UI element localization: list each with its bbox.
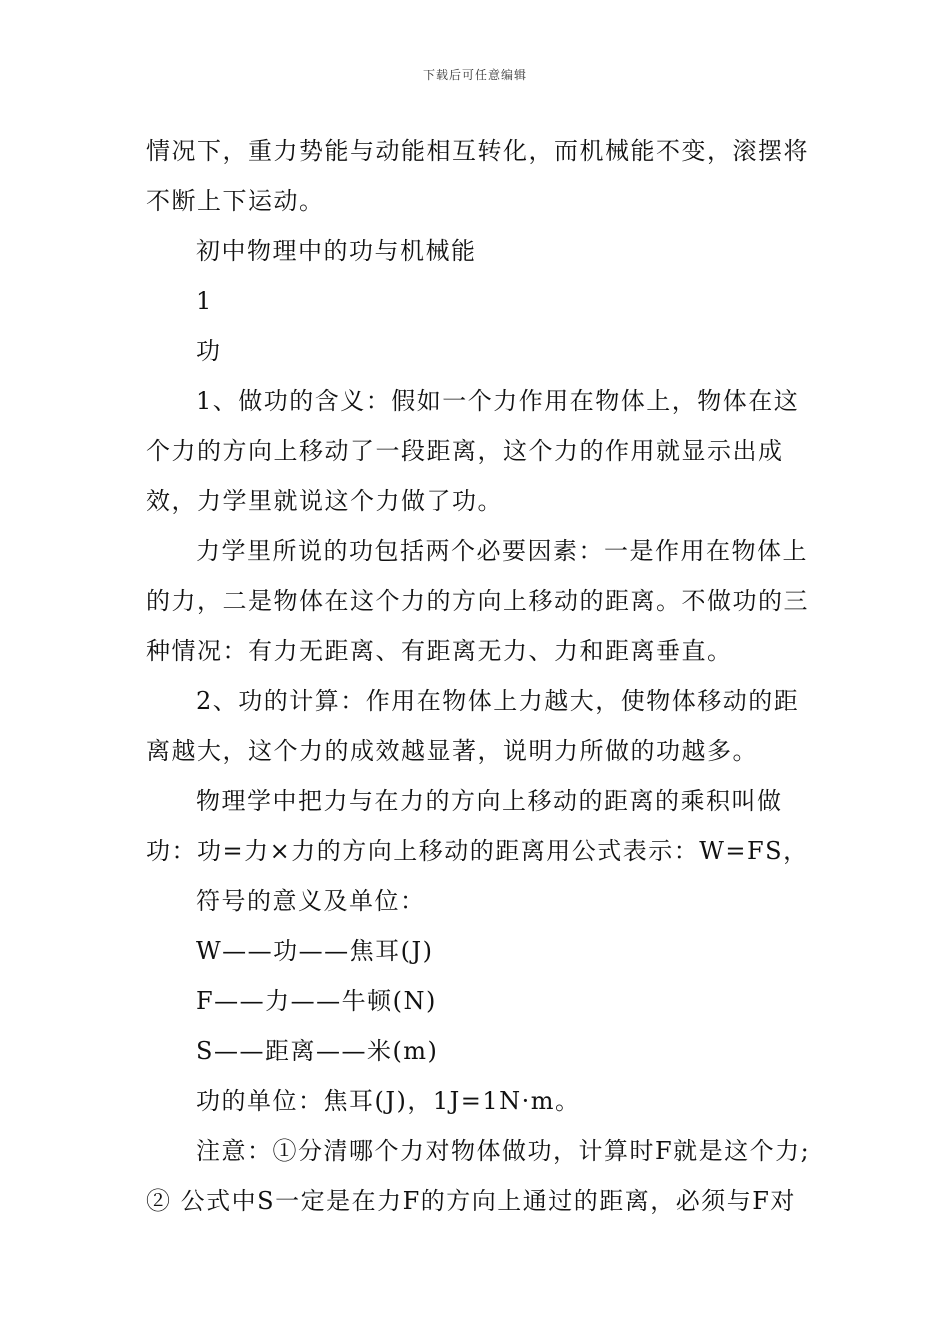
section-title: 初中物理中的功与机械能 — [196, 237, 477, 265]
paragraph-work-factors: 力学里所说的功包括两个必要因素：一是作用在物体上的力，二是物体在这个力的方向上移动的距离。不做功的三种情况：有力无距离、有距离无力、力和距离垂直。 — [146, 537, 809, 665]
paragraph-1: 情况下，重力势能与动能相互转化，而机械能不变，滚摆将不断上下运动。 — [146, 137, 809, 215]
paragraph-work-formula: 物理学中把力与在力的方向上移动的距离的乘积叫做功：功=力×力的方向上移动的距离用公式表示：W=FS， — [146, 787, 809, 865]
symbol-line-s: S——距离——米(m) — [196, 1037, 439, 1065]
symbol-line-f: F——力——牛顿(N) — [196, 987, 437, 1015]
section-number: 1 — [196, 287, 213, 315]
paragraph-work-unit: 功的单位：焦耳(J)，1J=1N·m。 — [196, 1087, 581, 1115]
paragraph-work-meaning: 1、做功的含义：假如一个力作用在物体上，物体在这个力的方向上移动了一段距离，这个力的作用就显示出成效，力学里就说这个力做了功。 — [146, 387, 800, 515]
paragraph-work-calculation: 2、功的计算：作用在物体上力越大，使物体移动的距离越大，这个力的成效越显著，说明力所做的功越多。 — [146, 687, 800, 765]
paragraph-symbol-units: 符号的意义及单位： — [196, 887, 426, 915]
document-body — [146, 126, 818, 1226]
symbol-line-w: W——功——焦耳(J) — [196, 937, 434, 965]
section-heading: 功 — [196, 337, 222, 365]
page-header: 下载后可任意编辑 — [422, 68, 527, 82]
paragraph-notes: 注意：①分清哪个力对物体做功，计算时F就是这个力;② 公式中S一定是在力F的方向上通过的距离，必须与F对 — [146, 1137, 811, 1215]
